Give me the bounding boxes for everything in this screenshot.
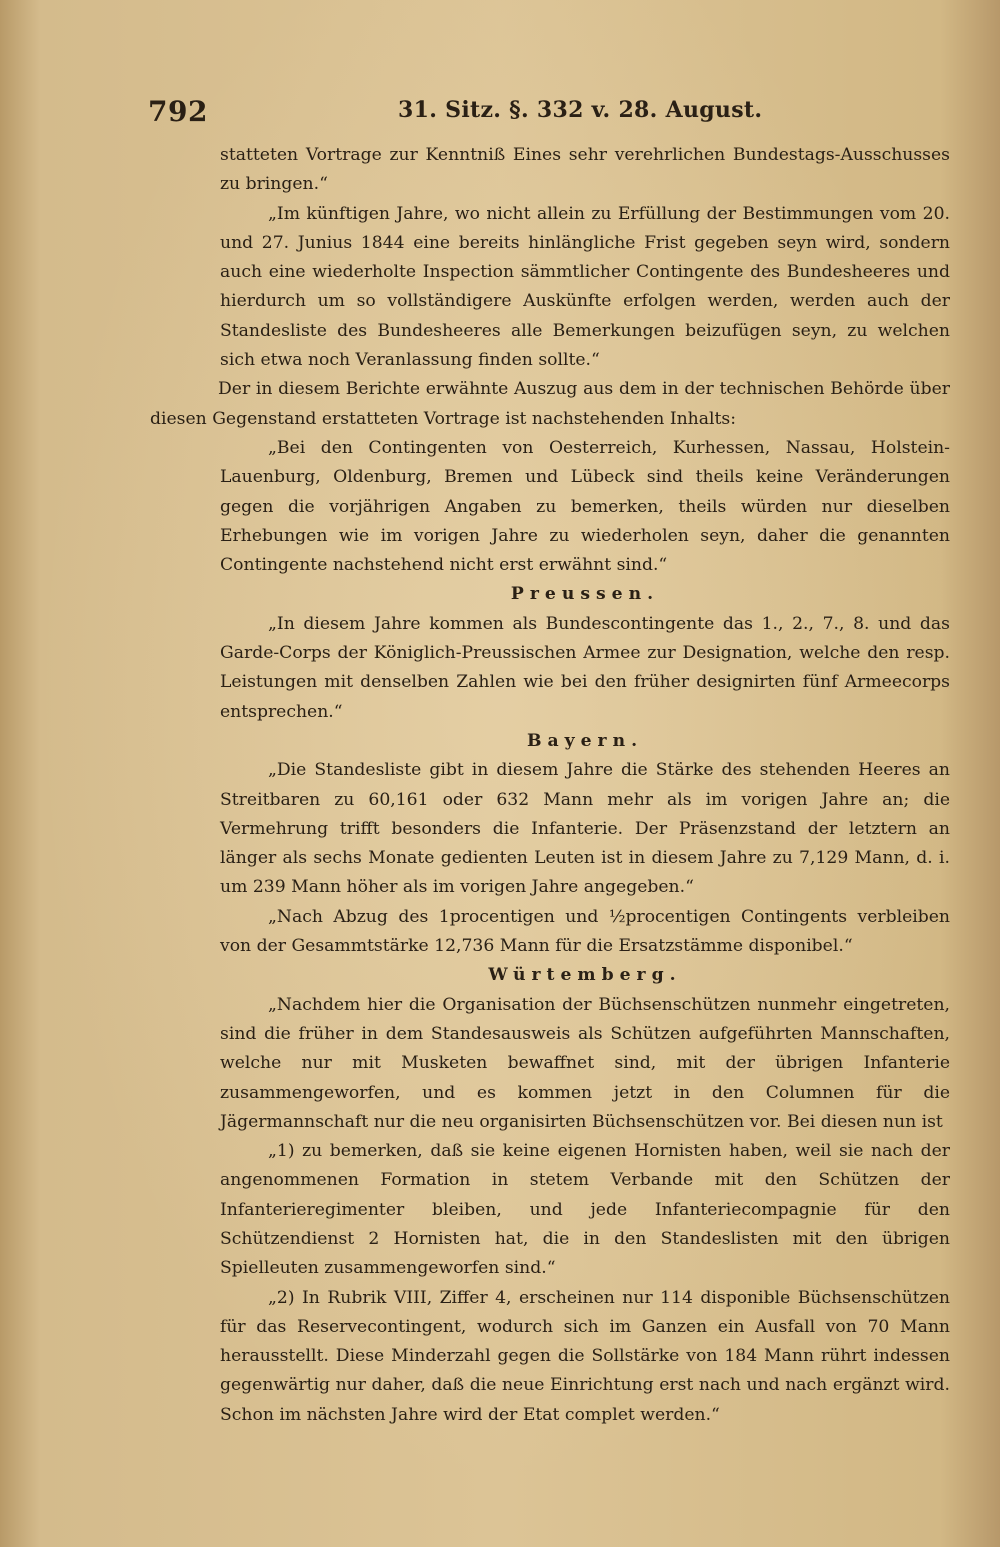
paragraph-quote: „2) In Rubrik VIII, Ziffer 4, erscheinen nur 114 disponible Büchsenschützen für das Reservecontingent, wodurch sich im Ganzen ein Ausfall von 70 Mann herausstellt. Diese Minderzahl gegen die Sollstärke von 184 Mann rührt indessen gegenwärtig nur daher, daß die neue Einrichtung erst nach und nach ergänzt wird. Schon im nächsten Jahre wird der Etat complet werden.“ [220,1287,950,1425]
paragraph-continuation: statteten Vortrage zur Kenntniß Eines sehr verehrlichen Bundestags-Ausschusses zu bringen.“ [220,145,950,195]
paragraph-quote: „Im künftigen Jahre, wo nicht allein zu Erfüllung der Bestimmungen vom 20. und 27. Junius 1844 eine bereits hinlängliche Frist gegeben seyn wird, sondern auch eine wiederholte Inspection sämmtlicher Contingente des Bundesheeres und hierdurch um so vollständigere Auskünfte erfolgen werden, werden auch der Standesliste des Bundesheeres alle Bemerkungen beizufügen seyn, zu welchen sich etwa noch Veranlassung finden sollte.“ [220,203,950,371]
running-head [148,95,963,135]
page-number: 792 [148,95,208,128]
section-heading-bayern: Bayern. [526,730,644,751]
paragraph-quote: „Nach Abzug des 1procentigen und ½procentigen Contingents verbleiben von der Gesammtstärke 12,736 Mann für die Ersatzstämme disponibel.“ [220,906,950,957]
running-title: 31. Sitz. §. 332 v. 28. August. [398,97,763,123]
paragraph-narrative: Der in diesem Berichte erwähnte Auszug aus dem in der technischen Behörde über diesen Gegenstand erstatteten Vortrage ist nachstehenden Inhalts: [150,379,950,429]
section-heading-preussen: Preussen. [510,584,660,605]
paragraph-quote: „Nachdem hier die Organisation der Büchsenschützen nunmehr eingetreten, sind die früher in dem Standesausweis als Schützen aufgeführten Mannschaften, welche nur mit Musketen bewaffnet sind, mit der übrigen Infanterie zusammengeworfen, und es kommen jetzt in den Columnen für die Jägermannschaft nur die neu organisirten Büchsenschützen vor. Bei diesen nun ist [220,994,950,1132]
body-text [150,141,950,1430]
paragraph-quote: „Bei den Contingenten von Oesterreich, Kurhessen, Nassau, Holstein-Lauenburg, Oldenburg, Bremen und Lübeck sind theils keine Veränderungen gegen die vorjährigen Angaben zu bemerken, theils würden nur dieselben Erhebungen wie im vorigen Jahre zu wiederholen seyn, daher die genannten Contingente nachstehend nicht erst erwähnt sind.“ [220,437,950,576]
paragraph-quote: „Die Standesliste gibt in diesem Jahre die Stärke des stehenden Heeres an Streitbaren zu 60,161 oder 632 Mann mehr als im vorigen Jahre an; die Vermehrung trifft besonders die Infanterie. Der Präsenzstand der letztern an länger als sechs Monate gedienten Leuten ist in diesem Jahre zu 7,129 Mann, d. i. um 239 Mann höher als im vorigen Jahre angegeben.“ [220,760,950,898]
paragraph-quote: „In diesem Jahre kommen als Bundescontingente das 1., 2., 7., 8. und das Garde-Corps der Königlich-Preussischen Armee zur Designation, welche den resp. Leistungen mit denselben Zahlen wie bei den früher designirten fünf Armeecorps entsprechen.“ [220,613,950,722]
paragraph-quote: „1) zu bemerken, daß sie keine eigenen Hornisten haben, weil sie nach der angenommenen Formation in stetem Verbande mit den Schützen der Infanterieregimenter bleiben, und jede Infanteriecompagnie für den Schützendienst 2 Hornisten hat, die in den Standeslisten mit den übrigen Spielleuten zusammengeworfen sind.“ [220,1141,950,1279]
section-heading-wuertemberg: Würtemberg. [488,965,682,986]
